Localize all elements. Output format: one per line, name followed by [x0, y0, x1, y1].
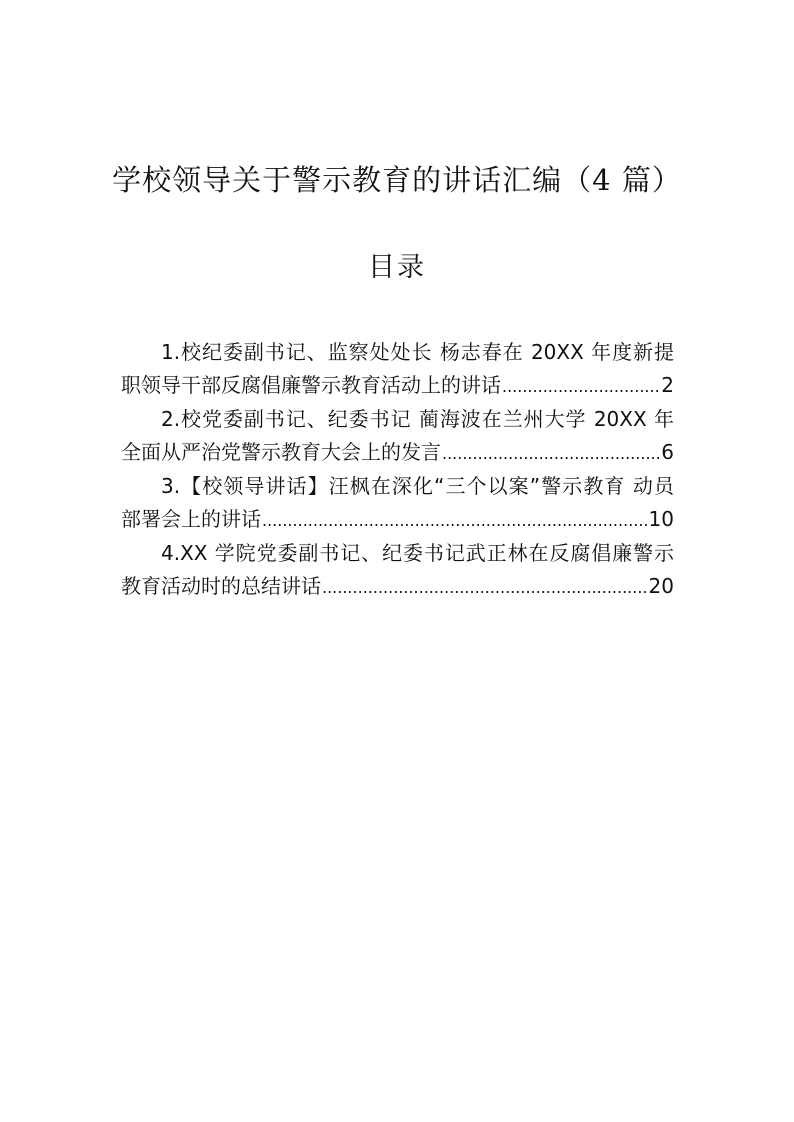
dot-leader — [262, 503, 648, 537]
toc-entry-2[interactable] — [121, 403, 674, 470]
toc-page-number: 20 — [648, 574, 674, 598]
toc-page-number: 2 — [661, 373, 674, 397]
toc-entry-title-continued: 职领导干部反腐倡廉警示教育活动上的讲话 — [121, 373, 501, 397]
toc-entry-title: 3.【校领导讲话】汪枫在深化“三个以案”警示教育 动员 — [161, 474, 674, 498]
toc-heading: 目录 — [368, 252, 426, 283]
dot-leader — [502, 369, 660, 403]
toc-entry-title: 2.校党委副书记、纪委书记 蔺海波在兰州大学 20XX 年 — [161, 407, 674, 431]
toc-entry-4[interactable] — [121, 537, 674, 604]
toc-entry-title-continued: 全面从严治党警示教育大会上的发言 — [121, 440, 441, 464]
toc-entry-title: 1.校纪委副书记、监察处处长 杨志春在 20XX 年度新提 — [161, 340, 674, 364]
toc-page-number: 10 — [648, 507, 674, 531]
toc-entry-3[interactable] — [121, 470, 674, 537]
toc-entry-title: 4.XX 学院党委副书记、纪委书记武正林在反腐倡廉警示 — [161, 541, 674, 565]
dot-leader — [442, 436, 660, 470]
toc-entry-title-continued: 部署会上的讲话 — [121, 507, 261, 531]
dot-leader — [322, 570, 648, 604]
toc-entry-1[interactable] — [121, 336, 674, 403]
toc-page-number: 6 — [661, 440, 674, 464]
toc-entry-title-continued: 教育活动时的总结讲话 — [121, 574, 321, 598]
table-of-contents — [121, 336, 674, 604]
document-title: 学校领导关于警示教育的讲话汇编（4 篇） — [112, 163, 682, 197]
